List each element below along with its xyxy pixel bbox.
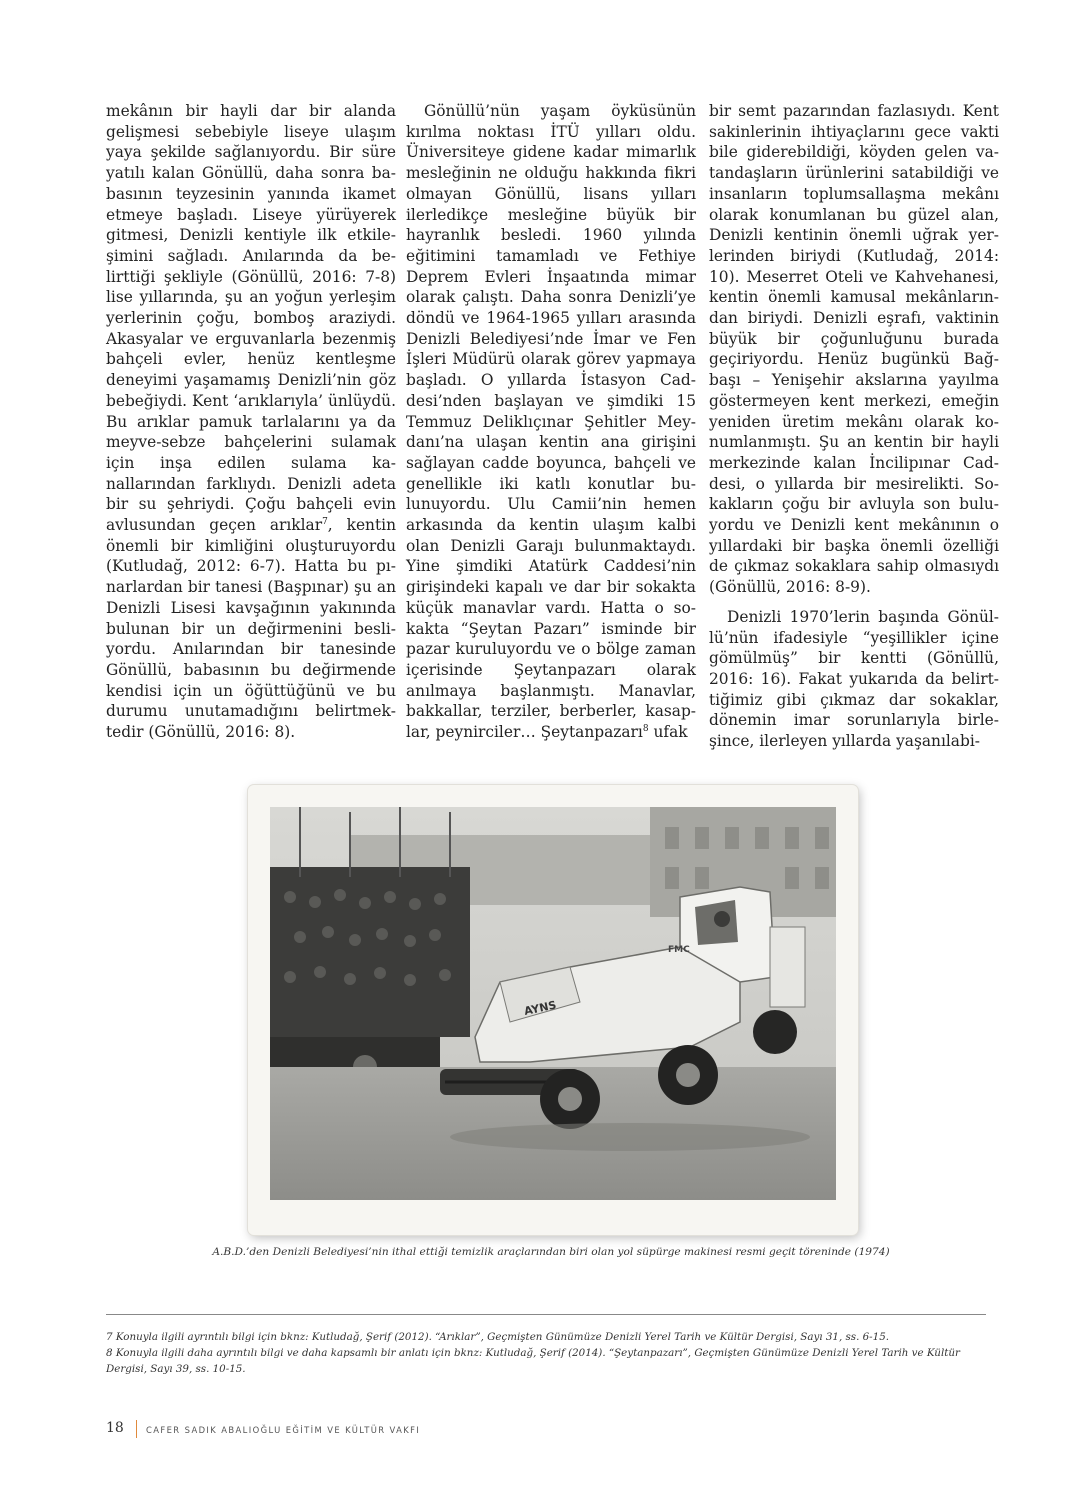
footnote-ref-8[interactable]: 8 bbox=[642, 723, 649, 734]
photo-caption: A.B.D.’den Denizli Belediyesi’nin ithal ettiği temizlik araçlarından biri olan yol süpürge makinesi resmi geçit töreninde (1974) bbox=[212, 1246, 890, 1258]
cab-label: FMC bbox=[668, 945, 690, 955]
vehicle-label: AYNS bbox=[522, 998, 558, 1018]
street-sweeper-photo bbox=[270, 807, 836, 1200]
footer-separator bbox=[136, 1420, 137, 1438]
text-column-2 bbox=[406, 101, 696, 743]
text-column-1 bbox=[106, 101, 396, 743]
footnotes bbox=[106, 1329, 986, 1377]
text-column-3 bbox=[709, 101, 999, 752]
footnote-ref-7[interactable]: 7 bbox=[322, 516, 328, 527]
historic-photo bbox=[270, 807, 836, 1200]
paragraph: Denizli 1970’lerin başında Gönüllü’nün ifadesiyle “yeşillikler içine gömülmüş” bir kentti (Gönüllü, 2016: 16). Fakat yukarıda da belirttiğimiz gibi çıkmaz dar sokaklar, dönemin imar sorunlarıyla birleşince, ilerleyen yıllarda yaşanılabi- bbox=[709, 607, 999, 751]
paragraph: mekânın bir hayli dar bir alanda gelişmesi sebebiyle liseye ulaşım yaya şekilde sağlanıyordu. Bir süre yatılı kalan Gönüllü, daha sonra babasının teyzesinin yanında ikamet etmeye başladı. Liseye yürüyerek gitmesi, Denizli kentiyle ilk etkileşimini sağladı. Anılarında da belirttiği şekliyle (Gönüllü, 2016: 7-8) lise yıllarında, şu an yoğun yerleşim yerlerinin çoğu, bomboş araziydi. Akasyalar ve erguvanlarla bezenmiş bahçeli evler, henüz kentleşme deneyimi yaşamamış Denizli’nin göz bebeğiydi. Kent ‘arıklarıyla’ ünlüydü. Bu arıklar pamuk tarlalarını ya da meyve-sebze bahçelerini sulamak için inşa edilen sulama kanallarından farklıydı. Denizli adeta bir su şehriydi. Çoğu bahçeli evin avlusundan geçen arıklar$^7$, kentin önemli bir kimliğini oluşturuyordu (Kutludağ, 2012: 6-7). Hatta bu pınarlardan bir tanesi (Başpınar) şu an Denizli Lisesi kavşağının yakınında bulunan bir un değirmenini besliyordu. Anılarından bir tanesinde Gönüllü, babasının bu değirmende kendisi için un öğüttüğünü ve bu durumu unutamadığını belirtmektedir (Gönüllü, 2016: 8). bbox=[106, 102, 396, 742]
footnote-7: 7 Konuyla ilgili ayrıntılı bilgi için bknz: Kutludağ, Şerif (2012). “Arıklar”, Geçmişten Günümüze Denizli Yerel Tarih ve Kültür Dergisi, Sayı 31, ss. 6-15. bbox=[106, 1331, 890, 1343]
page-number: 18 bbox=[106, 1420, 124, 1436]
paragraph: bir semt pazarından fazlasıydı. Kent sakinlerinin ihtiyaçlarını gece vakti bile giderebildiği, köyden gelen vatandaşların ürünlerini satabildiği ve insanların toplumsallaşma mekânı olarak konumlanan bu güzel alan, Denizli kentinin önemli uğrak yerlerinden biriydi (Kutludağ, 2014: 10). Meserret Oteli ve Kahvehanesi, kentin önemli kamusal mekânlarından biriydi. Denizli eşrafı, vaktinin büyük bir çoğunluğunu burada geçiriyordu. Henüz bugünkü Bağbaşı – Yenişehir akslarına yayılma göstermeyen kent merkezi, emeğin yeniden üretim mekânı olarak konumlanmıştı. Şu an kentin bir hayli merkezinde kalan İncilipınar Caddesi, o yıllarda bir mesirelikti. Sokakların çoğu bir avluyla son buluyordu ve Denizli kent mekânının o yıllardaki bir başka önemli özelliği de çıkmaz sokaklara sahip olmasıydı (Gönüllü, 2016: 8-9). bbox=[709, 102, 999, 597]
paragraph: Gönüllü’nün yaşam öyküsünün kırılma noktası İTÜ yılları oldu. Üniversiteye gidene kadar mimarlık mesleğinin ne olduğu hakkında fikri olmayan Gönüllü, lisans yılları ilerledikçe mesleğine büyük bir hayranlık besledi. 1960 yılında eğitimini tamamladı ve Fethiye Deprem Evleri İnşaatında mimar olarak çalıştı. Daha sonra Denizli’ye döndü ve 1964-1965 yılları arasında Denizli Belediyesi’nde İmar ve Fen İşleri Müdürü olarak görev yapmaya başladı. O yıllarda İstasyon Caddesi’nden başlayan ve şimdiki 15 Temmuz Deliklıçınar Şehitler Meydanı’na ulaşan kentin ana girişini sağlayan cadde boyunca, bahçeli ve genellikle iki katlı konutlar bulunuyordu. Ulu Camii’nin hemen arkasında da kentin ulaşım kalbi olan Denizli Garajı bulunmaktaydı. Yine şimdiki Atatürk Caddesi’nin girişindeki kapalı ve dar bir sokakta küçük manavlar vardı. Hatta o sokakta “Şeytan Pazarı” isminde bir pazar kuruluyordu ve o bölge zaman içerisinde Şeytanpazarı olarak anılmaya başlanmıştı. Manavlar, bakkallar, terziler, berberler, kasaplar, peynirciler… Şeytanpazarı$^8$ ufak bbox=[406, 102, 696, 742]
photo-frame bbox=[248, 785, 858, 1235]
publisher-name: CAFER SADIK ABALIOĞLU EĞİTİM VE KÜLTÜR VAKFI bbox=[146, 1425, 421, 1435]
footnote-8: 8 Konuyla ilgili daha ayrıntılı bilgi ve daha kapsamlı bir anlatı için bknz: Kutludağ, Şerif (2014). “Şeytanpazarı”, Geçmişten Günümüze Denizli Yerel Tarih ve Kültür Dergisi, Sayı 39, ss. 10-15. bbox=[106, 1347, 960, 1375]
footnote-divider bbox=[106, 1314, 986, 1315]
